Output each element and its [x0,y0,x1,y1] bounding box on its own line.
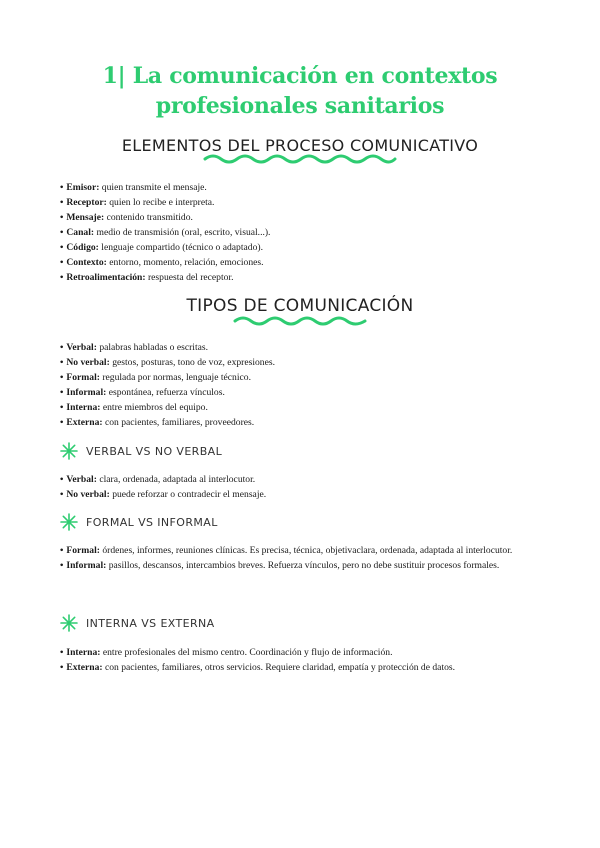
item-text: respuesta del receptor. [145,272,234,283]
bullet-icon: • [60,647,64,658]
item-text: puede reforzar o contradecir el mensaje. [109,489,267,500]
bullet-icon: • [60,197,64,208]
list-item [60,180,560,195]
bullet-icon: • [60,417,64,428]
item-text: gestos, posturas, tono de voz, expresiones. [109,357,275,368]
bullet-icon: • [60,257,64,268]
bullet-icon: • [60,545,64,556]
item-text: entre profesionales del mismo centro. Coordinación y flujo de información. [100,647,393,658]
list-item [60,543,550,558]
item-text: espontánea, refuerza vínculos. [106,387,225,398]
list-item [60,385,560,400]
elements-list [60,180,560,285]
formal-list [60,543,550,573]
item-term: Retroalimentación: [66,272,146,283]
verbal-list [60,472,560,502]
list-item [60,660,560,675]
list-item [60,195,560,210]
item-term: Informal: [66,387,107,398]
list-item [60,370,560,385]
subheading-formal [60,513,218,531]
list-item [60,225,560,240]
list-item [60,472,560,487]
wavy-underline-icon [203,151,397,165]
list-item [60,270,560,285]
asterisk-star-icon [60,513,78,531]
list-item [60,558,550,573]
bullet-icon: • [60,560,64,571]
bullet-icon: • [60,212,64,223]
list-item [60,487,560,502]
item-term: Verbal: [66,474,97,485]
list-item [60,255,560,270]
subheading-verbal [60,442,222,460]
item-term: Externa: [66,662,103,673]
asterisk-star-icon [60,614,78,632]
page-title-line1: 1| La comunicación en contextos [102,63,498,89]
item-text: medio de transmisión (oral, escrito, visual...). [94,227,271,238]
section-heading-elementos: ELEMENTOS DEL PROCESO COMUNICATIVO [121,136,479,155]
item-term: Código: [66,242,99,253]
list-item [60,645,560,660]
bullet-icon: • [60,357,64,368]
bullet-icon: • [60,387,64,398]
item-text: entre miembros del equipo. [100,402,208,413]
list-item [60,240,560,255]
item-text: palabras habladas o escritas. [96,342,209,353]
list-item [60,340,560,355]
item-term: Interna: [66,647,101,658]
subheading-interna [60,614,215,632]
asterisk-star-icon [60,442,78,460]
subheading-text: VERBAL VS NO VERBAL [86,444,223,458]
item-text: con pacientes, familiares, proveedores. [102,417,255,428]
bullet-icon: • [60,272,64,283]
item-text: quien transmite el mensaje. [99,182,207,193]
types-list [60,340,560,430]
item-text: con pacientes, familiares, otros servicios. Requiere claridad, empatía y protección de datos. [102,662,456,673]
bullet-icon: • [60,342,64,353]
bullet-icon: • [60,242,64,253]
list-item [60,400,560,415]
bullet-icon: • [60,662,64,673]
list-item [60,355,560,370]
item-term: Formal: [66,545,100,556]
interna-list [60,645,560,675]
bullet-icon: • [60,474,64,485]
item-term: Receptor: [66,197,107,208]
bullet-icon: • [60,227,64,238]
item-term: Mensaje: [66,212,105,223]
item-text: pasillos, descansos, intercambios breves. Refuerza vínculos, pero no debe sustituir procesos formales. [106,560,500,571]
item-term: Emisor: [66,182,100,193]
item-text: entorno, momento, relación, emociones. [106,257,264,268]
bullet-icon: • [60,372,64,383]
list-item [60,415,560,430]
item-term: Externa: [66,417,103,428]
item-text: contenido transmitido. [104,212,193,223]
item-term: Formal: [66,372,100,383]
subheading-text: INTERNA VS EXTERNA [86,616,215,630]
item-term: Contexto: [66,257,107,268]
item-term: Informal: [66,560,107,571]
item-text: lenguaje compartido (técnico o adaptado). [98,242,263,253]
bullet-icon: • [60,182,64,193]
item-term: No verbal: [66,357,110,368]
item-text: clara, ordenada, adaptada al interlocutor. [96,474,256,485]
bullet-icon: • [60,489,64,500]
subheading-text: FORMAL VS INFORMAL [86,515,218,529]
page-title-line2: profesionales sanitarios [155,93,445,119]
list-item [60,210,560,225]
bullet-icon: • [60,402,64,413]
item-term: No verbal: [66,489,110,500]
section-heading-tipos: TIPOS DE COMUNICACIÓN [186,296,414,316]
item-text: órdenes, informes, reuniones clínicas. Es precisa, técnica, objetivaclara, ordenada, adaptada al interlocutor. [99,545,513,556]
item-text: quien lo recibe e interpreta. [106,197,215,208]
item-text: regulada por normas, lenguaje técnico. [99,372,251,383]
wavy-underline-icon [233,313,367,327]
item-term: Verbal: [66,342,97,353]
item-term: Canal: [66,227,95,238]
item-term: Interna: [66,402,101,413]
